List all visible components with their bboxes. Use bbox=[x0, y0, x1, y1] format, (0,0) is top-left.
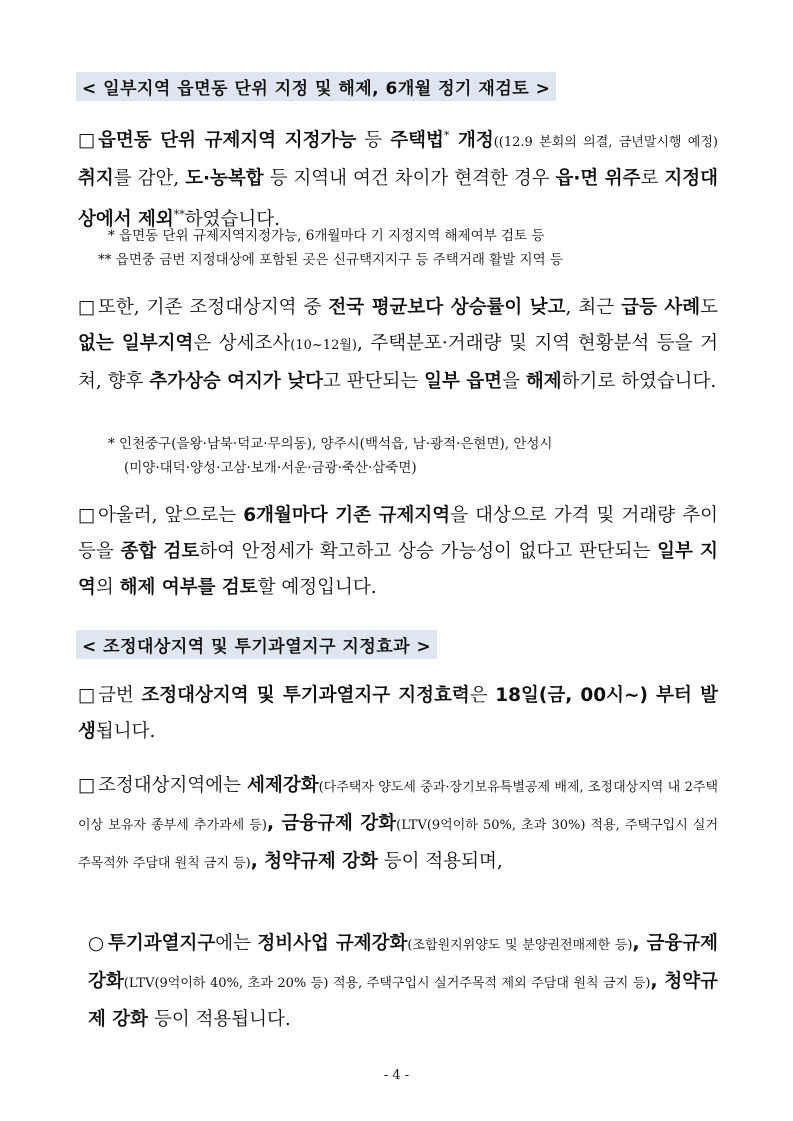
text: 로 bbox=[640, 168, 665, 190]
emphasis: 주택법 bbox=[390, 130, 444, 152]
text: 의 bbox=[95, 577, 120, 598]
emphasis: 읍·면 위주 bbox=[555, 168, 641, 190]
square-bullet-icon: □ bbox=[78, 685, 96, 706]
text: 을 대상으로 가격 및 거래량 추이 등을 bbox=[78, 505, 718, 562]
text: 를 감안, bbox=[113, 168, 186, 190]
emphasis: , bbox=[632, 933, 647, 954]
footnote: * 읍면동 단위 규제지역지정가능, 6개월마다 기 지정지역 해제여부 검토 등 bbox=[108, 228, 545, 244]
emphasis: 정비사업 규제강화 bbox=[257, 933, 408, 954]
paragraph bbox=[88, 926, 718, 1038]
text: (다주택자 양도세 중과·장기보유특별공제 배제, 조정대상지역 내 2주택이상 보유자 종부세 추가과세 등) bbox=[78, 780, 718, 833]
emphasis: , bbox=[266, 813, 282, 834]
text: 조정대상지역에는 bbox=[98, 775, 248, 796]
text: (LTV(9억이하 40%, 초과 20% 등) 적용, 주택구입시 실거주목적 제외 주담대 원칙 금지 등) bbox=[123, 976, 651, 991]
footnote: ** 읍면중 금번 지정대상에 포함된 곳은 신규택지지구 등 주택거래 활발 지역 등 bbox=[98, 252, 563, 268]
emphasis: 급등 사례 bbox=[621, 297, 701, 318]
text: 또한, 기존 조정대상지역 중 bbox=[98, 297, 329, 318]
text: 하였습니다. bbox=[184, 209, 281, 231]
text: 등이 적용되며, bbox=[377, 851, 503, 872]
text: , 주택분포·거래량 및 지역 현황분석 등을 거쳐, 향후 bbox=[78, 333, 718, 392]
square-bullet-icon: □ bbox=[78, 775, 96, 796]
footnote: * 인천중구(을왕·남북·덕교·무의동), 양주시(백석읍, 남·광적·은현면), 안성시 bbox=[108, 436, 553, 452]
text: 등 지역내 여건 차이가 현격한 경우 bbox=[263, 168, 556, 190]
emphasis: 개정 bbox=[449, 130, 494, 152]
text: 아울러, 앞으로는 bbox=[98, 505, 244, 526]
emphasis: 6개월마다 기존 규제지역 bbox=[243, 505, 451, 526]
paragraph bbox=[78, 118, 718, 238]
emphasis: 청약규제 강화 bbox=[264, 851, 378, 872]
text: 을 bbox=[502, 371, 526, 392]
page-number: - 4 - bbox=[383, 1068, 410, 1083]
text: 할 예정입니다. bbox=[257, 577, 377, 598]
emphasis: 해제 여부를 검토 bbox=[119, 577, 258, 598]
text: 금번 bbox=[98, 685, 142, 706]
text: 에는 bbox=[215, 933, 258, 954]
paragraph bbox=[78, 678, 718, 750]
emphasis: 금융규제 강화 bbox=[281, 813, 397, 834]
square-bullet-icon: □ bbox=[78, 130, 96, 152]
square-bullet-icon: □ bbox=[78, 297, 96, 318]
emphasis: 해제 bbox=[525, 371, 562, 392]
footnote: (미양·대덕·양성·고삼·보개·서운·금광·죽산·삼죽면) bbox=[124, 460, 417, 476]
text: 됩니다. bbox=[95, 721, 156, 742]
emphasis: 조정대상지역 및 투기과열지구 지정효력 bbox=[141, 685, 470, 706]
text: 등이 적용됩니다. bbox=[148, 1009, 291, 1030]
emphasis: , bbox=[250, 851, 265, 872]
text: (LTV(9억이하 50%, 초과 30%) 적용, 주택구입시 실거주목적外 주담대 원칙 금지 등) bbox=[78, 818, 719, 871]
emphasis: 투기과열지구 bbox=[108, 933, 216, 954]
circle-bullet-icon: ○ bbox=[88, 933, 105, 954]
emphasis: 도·농복합 bbox=[185, 168, 264, 190]
text: 고 판단되는 bbox=[323, 371, 425, 392]
text: 하기로 하였습니다. bbox=[561, 371, 717, 392]
text: ((12.9 본회의 의결, 금년말시행 예정) bbox=[493, 135, 718, 151]
emphasis: 18일(금, 00시~) 부터 발생 bbox=[78, 685, 718, 742]
paragraph bbox=[78, 498, 718, 606]
section-heading: < 일부지역 읍면동 단위 지정 및 해제, 6개월 정기 재검토 > bbox=[76, 72, 556, 101]
emphasis: 추가상승 여지가 낮다 bbox=[149, 371, 323, 392]
emphasis: 금융규제 강화 bbox=[88, 933, 719, 992]
square-bullet-icon: □ bbox=[78, 505, 96, 526]
emphasis: 읍면동 단위 규제지역 지정가능 bbox=[98, 130, 357, 152]
text: 은 bbox=[469, 685, 496, 706]
text: 등 bbox=[356, 130, 391, 152]
emphasis: 전국 평균보다 상승률이 낮고 bbox=[328, 297, 566, 318]
emphasis: 세제강화 bbox=[247, 775, 319, 796]
emphasis: 지정대상에서 제외 bbox=[78, 168, 718, 231]
text: , 최근 bbox=[565, 297, 622, 318]
emphasis: 취지 bbox=[78, 168, 114, 190]
paragraph bbox=[78, 290, 718, 400]
footnote-mark: ** bbox=[173, 208, 185, 222]
text: 은 상세조사 bbox=[193, 333, 291, 354]
emphasis: 일부 지역 bbox=[78, 541, 718, 598]
section-heading: < 조정대상지역 및 투기과열지구 지정효과 > bbox=[76, 630, 437, 659]
text: (조합원지위양도 및 분양권전매제한 등) bbox=[407, 938, 633, 953]
paragraph bbox=[78, 768, 718, 882]
text: 도 bbox=[700, 297, 718, 318]
emphasis: 일부 읍면 bbox=[424, 371, 503, 392]
text: 하여 안정세가 확고하고 상승 가능성이 없다고 판단되는 bbox=[199, 541, 658, 562]
text: (10~12월) bbox=[290, 338, 357, 353]
emphasis: 없는 일부지역 bbox=[78, 333, 194, 354]
emphasis: , bbox=[650, 971, 665, 992]
emphasis: 종합 검토 bbox=[120, 541, 200, 562]
footnote-mark: * bbox=[443, 129, 450, 142]
emphasis: 청약규제 강화 bbox=[88, 971, 718, 1030]
